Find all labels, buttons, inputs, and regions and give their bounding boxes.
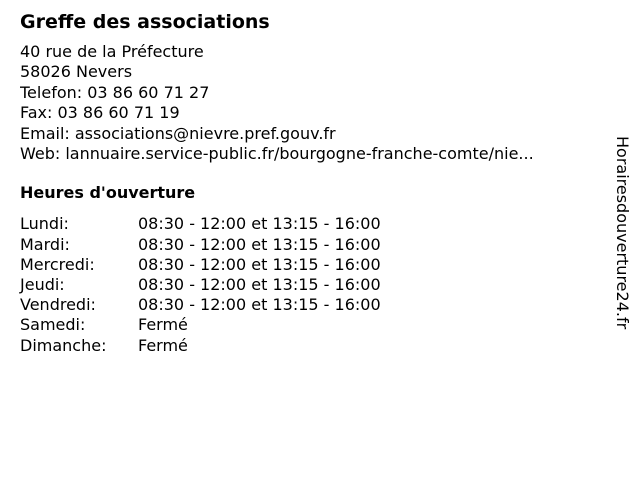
day-label: Vendredi: — [20, 295, 96, 315]
day-label: Dimanche: — [20, 335, 107, 355]
day-label: Jeudi: — [20, 275, 65, 295]
day-hours: 08:30 - 12:00 et 13:15 - 16:00 — [138, 214, 381, 234]
day-label: Mercredi: — [20, 254, 95, 274]
day-hours: 08:30 - 12:00 et 13:15 - 16:00 — [138, 295, 381, 315]
hours-row-wednesday — [20, 255, 381, 275]
postal-city: 58026 Nevers — [20, 62, 133, 82]
day-hours: 08:30 - 12:00 et 13:15 - 16:00 — [138, 254, 381, 274]
page-title: Greffe des associations — [20, 11, 270, 33]
day-hours: 08:30 - 12:00 et 13:15 - 16:00 — [138, 275, 381, 295]
email-line[interactable]: Email: associations@nievre.pref.gouv.fr — [20, 123, 336, 143]
day-hours: 08:30 - 12:00 et 13:15 - 16:00 — [138, 234, 381, 254]
hours-row-sunday — [20, 336, 381, 356]
phone-line[interactable]: Telefon: 03 86 60 71 27 — [20, 82, 210, 102]
address-block — [20, 42, 600, 164]
hours-row-tuesday — [20, 235, 381, 255]
site-watermark: Horairesdouverture24.fr — [613, 136, 632, 330]
day-label: Samedi: — [20, 315, 86, 335]
day-hours: Fermé — [138, 335, 188, 355]
day-label: Lundi: — [20, 214, 69, 234]
hours-row-monday — [20, 214, 381, 234]
hours-row-saturday — [20, 315, 381, 335]
street-address: 40 rue de la Préfecture — [20, 42, 204, 61]
hours-row-friday — [20, 295, 381, 315]
website-line[interactable]: Web: lannuaire.service-public.fr/bourgogne-franche-comte/nie... — [20, 144, 534, 164]
hours-row-thursday — [20, 275, 381, 295]
opening-hours-heading: Heures d'ouverture — [20, 183, 196, 203]
opening-hours-table — [20, 214, 381, 355]
day-hours: Fermé — [138, 315, 188, 335]
listing-card — [20, 8, 600, 356]
day-label: Mardi: — [20, 234, 70, 254]
fax-line: Fax: 03 86 60 71 19 — [20, 103, 180, 123]
